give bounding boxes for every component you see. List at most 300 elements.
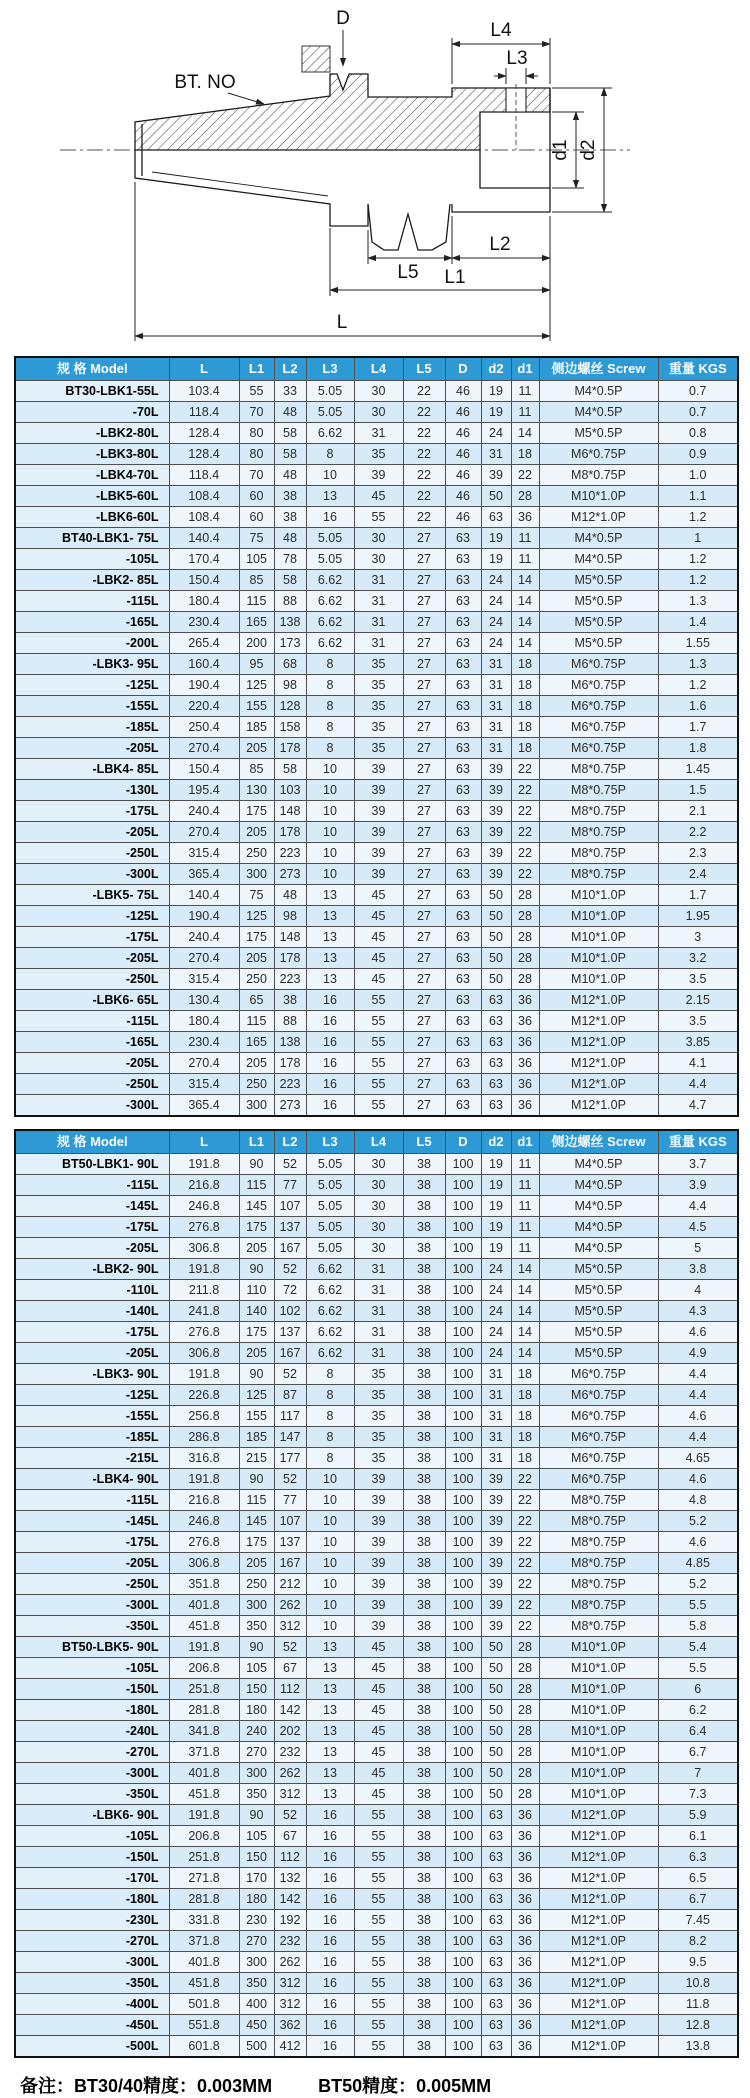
model-cell: -LBK4- 90L	[15, 1469, 169, 1490]
value-cell: 39	[481, 1490, 511, 1511]
value-cell: 14	[511, 423, 539, 444]
value-cell: 6.7	[658, 1742, 738, 1763]
value-cell: 10	[306, 843, 354, 864]
value-cell: 38	[403, 1805, 445, 1826]
value-cell: 10	[306, 822, 354, 843]
value-cell: 31	[481, 654, 511, 675]
value-cell: 35	[354, 1448, 403, 1469]
value-cell: 67	[274, 1826, 306, 1847]
value-cell: 13	[306, 1637, 354, 1658]
value-cell: M12*1.0P	[539, 1053, 658, 1074]
value-cell: 1.0	[658, 465, 738, 486]
dim-L1	[330, 228, 550, 296]
value-cell: 39	[481, 465, 511, 486]
table-row	[15, 381, 738, 402]
value-cell: 19	[481, 381, 511, 402]
value-cell: 300	[239, 1763, 274, 1784]
value-cell: 175	[239, 1532, 274, 1553]
value-cell: 50	[481, 1784, 511, 1805]
value-cell: 27	[403, 801, 445, 822]
value-cell: 72	[274, 1280, 306, 1301]
value-cell: M12*1.0P	[539, 1032, 658, 1053]
value-cell: M12*1.0P	[539, 1095, 658, 1117]
value-cell: 5.05	[306, 402, 354, 423]
value-cell: 38	[403, 1910, 445, 1931]
value-cell: 125	[239, 906, 274, 927]
table-row	[15, 1742, 738, 1763]
value-cell: 100	[445, 1700, 481, 1721]
value-cell: M12*1.0P	[539, 1994, 658, 2015]
value-cell: 39	[481, 1532, 511, 1553]
value-cell: 18	[511, 675, 539, 696]
value-cell: 18	[511, 738, 539, 759]
value-cell: 4.5	[658, 1217, 738, 1238]
value-cell: 365.4	[169, 864, 239, 885]
value-cell: 28	[511, 1679, 539, 1700]
value-cell: 16	[306, 1011, 354, 1032]
value-cell: 50	[481, 1700, 511, 1721]
spindle-section-hatch	[302, 46, 330, 72]
value-cell: 27	[403, 612, 445, 633]
value-cell: 63	[445, 780, 481, 801]
value-cell: M4*0.5P	[539, 1196, 658, 1217]
value-cell: 140	[239, 1301, 274, 1322]
value-cell: 22	[511, 465, 539, 486]
table-row	[15, 1595, 738, 1616]
value-cell: 38	[403, 1658, 445, 1679]
dim-L5	[368, 216, 452, 283]
value-cell: 100	[445, 1490, 481, 1511]
value-cell: 63	[445, 948, 481, 969]
value-cell: 55	[354, 1868, 403, 1889]
value-cell: 27	[403, 738, 445, 759]
value-cell: 50	[481, 1721, 511, 1742]
value-cell: 10	[306, 1595, 354, 1616]
model-cell: -LBK5-60L	[15, 486, 169, 507]
value-cell: 4.4	[658, 1427, 738, 1448]
table-row	[15, 486, 738, 507]
value-cell: 140.4	[169, 885, 239, 906]
model-cell: -125L	[15, 906, 169, 927]
value-cell: M8*0.75P	[539, 801, 658, 822]
value-cell: 31	[481, 1385, 511, 1406]
value-cell: 306.8	[169, 1343, 239, 1364]
value-cell: 27	[403, 780, 445, 801]
header-row	[15, 357, 738, 381]
value-cell: 240.4	[169, 927, 239, 948]
value-cell: 36	[511, 1053, 539, 1074]
model-cell: -LBK6-60L	[15, 507, 169, 528]
table-row	[15, 1889, 738, 1910]
table-row	[15, 1511, 738, 1532]
table-row	[15, 843, 738, 864]
value-cell: 100	[445, 1784, 481, 1805]
value-cell: 35	[354, 1406, 403, 1427]
model-cell: -LBK2-80L	[15, 423, 169, 444]
value-cell: 75	[239, 528, 274, 549]
value-cell: 170	[239, 1868, 274, 1889]
value-cell: 1.2	[658, 549, 738, 570]
value-cell: 13	[306, 1658, 354, 1679]
value-cell: 100	[445, 1196, 481, 1217]
value-cell: 205	[239, 1343, 274, 1364]
table-row	[15, 1679, 738, 1700]
value-cell: 1.55	[658, 633, 738, 654]
value-cell: 262	[274, 1763, 306, 1784]
value-cell: 400	[239, 1994, 274, 2015]
value-cell: 128.4	[169, 444, 239, 465]
value-cell: 63	[445, 591, 481, 612]
value-cell: 230.4	[169, 612, 239, 633]
value-cell: 11	[511, 1154, 539, 1175]
model-cell: -300L	[15, 864, 169, 885]
value-cell: 451.8	[169, 1973, 239, 1994]
value-cell: 6	[658, 1679, 738, 1700]
value-cell: 110	[239, 1280, 274, 1301]
value-cell: 11	[511, 402, 539, 423]
value-cell: 4.6	[658, 1322, 738, 1343]
value-cell: 38	[403, 2015, 445, 2036]
value-cell: 68	[274, 654, 306, 675]
value-cell: 63	[445, 801, 481, 822]
value-cell: 256.8	[169, 1406, 239, 1427]
model-cell: -LBK6- 90L	[15, 1805, 169, 1826]
value-cell: 312	[274, 1973, 306, 1994]
column-header: L4	[354, 1130, 403, 1154]
value-cell: 190.4	[169, 675, 239, 696]
model-cell: -LBK3- 90L	[15, 1364, 169, 1385]
value-cell: 39	[354, 1532, 403, 1553]
table-row	[15, 1217, 738, 1238]
value-cell: 16	[306, 1095, 354, 1117]
value-cell: 177	[274, 1448, 306, 1469]
value-cell: 16	[306, 1973, 354, 1994]
value-cell: 9.5	[658, 1952, 738, 1973]
value-cell: 250	[239, 843, 274, 864]
value-cell: 90	[239, 1364, 274, 1385]
value-cell: 30	[354, 549, 403, 570]
value-cell: M10*1.0P	[539, 885, 658, 906]
value-cell: M12*1.0P	[539, 1074, 658, 1095]
model-cell: -115L	[15, 1175, 169, 1196]
value-cell: 28	[511, 1721, 539, 1742]
value-cell: 180	[239, 1700, 274, 1721]
value-cell: M10*1.0P	[539, 1637, 658, 1658]
value-cell: 167	[274, 1238, 306, 1259]
value-cell: 100	[445, 1259, 481, 1280]
value-cell: 190.4	[169, 906, 239, 927]
value-cell: 63	[445, 1095, 481, 1117]
value-cell: 13	[306, 1679, 354, 1700]
value-cell: 130	[239, 780, 274, 801]
value-cell: 28	[511, 948, 539, 969]
value-cell: 45	[354, 1742, 403, 1763]
model-cell: -350L	[15, 1973, 169, 1994]
value-cell: 115	[239, 591, 274, 612]
value-cell: 6.5	[658, 1868, 738, 1889]
value-cell: 12.8	[658, 2015, 738, 2036]
value-cell: 232	[274, 1742, 306, 1763]
value-cell: 230	[239, 1910, 274, 1931]
value-cell: M5*0.5P	[539, 423, 658, 444]
value-cell: 31	[481, 717, 511, 738]
value-cell: 10	[306, 780, 354, 801]
value-cell: 351.8	[169, 1574, 239, 1595]
value-cell: 63	[481, 1931, 511, 1952]
model-cell: -175L	[15, 1532, 169, 1553]
value-cell: 262	[274, 1952, 306, 1973]
value-cell: 88	[274, 1011, 306, 1032]
value-cell: M8*0.75P	[539, 1532, 658, 1553]
value-cell: 52	[274, 1259, 306, 1280]
table-row	[15, 1931, 738, 1952]
value-cell: 241.8	[169, 1301, 239, 1322]
value-cell: 46	[445, 381, 481, 402]
value-cell: 128	[274, 696, 306, 717]
value-cell: 45	[354, 906, 403, 927]
value-cell: 100	[445, 1364, 481, 1385]
model-cell: -300L	[15, 1763, 169, 1784]
model-cell: -175L	[15, 1217, 169, 1238]
value-cell: 63	[481, 1805, 511, 1826]
value-cell: M8*0.75P	[539, 822, 658, 843]
value-cell: 138	[274, 612, 306, 633]
value-cell: 39	[354, 864, 403, 885]
value-cell: 270	[239, 1742, 274, 1763]
value-cell: 276.8	[169, 1217, 239, 1238]
value-cell: 48	[274, 465, 306, 486]
value-cell: 31	[481, 675, 511, 696]
value-cell: 137	[274, 1217, 306, 1238]
value-cell: 223	[274, 843, 306, 864]
value-cell: 3.9	[658, 1175, 738, 1196]
table-row	[15, 1700, 738, 1721]
value-cell: 362	[274, 2015, 306, 2036]
model-cell: -205L	[15, 1053, 169, 1074]
value-cell: M6*0.75P	[539, 444, 658, 465]
table-row	[15, 990, 738, 1011]
value-cell: 6.62	[306, 633, 354, 654]
value-cell: 165	[239, 612, 274, 633]
value-cell: 19	[481, 1238, 511, 1259]
value-cell: 65	[239, 990, 274, 1011]
value-cell: 45	[354, 1658, 403, 1679]
model-cell: BT30-LBK1-55L	[15, 381, 169, 402]
value-cell: 105	[239, 549, 274, 570]
value-cell: M5*0.5P	[539, 612, 658, 633]
table-row	[15, 906, 738, 927]
value-cell: 63	[445, 969, 481, 990]
value-cell: 16	[306, 1931, 354, 1952]
value-cell: 22	[511, 780, 539, 801]
value-cell: 315.4	[169, 969, 239, 990]
value-cell: 206.8	[169, 1658, 239, 1679]
value-cell: 216.8	[169, 1490, 239, 1511]
value-cell: 24	[481, 1259, 511, 1280]
value-cell: 46	[445, 444, 481, 465]
model-cell: -110L	[15, 1280, 169, 1301]
value-cell: 24	[481, 570, 511, 591]
value-cell: 178	[274, 948, 306, 969]
value-cell: 55	[354, 1074, 403, 1095]
value-cell: 38	[403, 1952, 445, 1973]
value-cell: 206.8	[169, 1826, 239, 1847]
value-cell: 11	[511, 381, 539, 402]
value-cell: 55	[354, 1011, 403, 1032]
model-cell: -300L	[15, 1952, 169, 1973]
model-cell: -115L	[15, 591, 169, 612]
value-cell: 191.8	[169, 1154, 239, 1175]
value-cell: 31	[481, 1364, 511, 1385]
value-cell: 13	[306, 1721, 354, 1742]
table-row	[15, 717, 738, 738]
value-cell: 180.4	[169, 1011, 239, 1032]
value-cell: 78	[274, 549, 306, 570]
value-cell: M5*0.5P	[539, 633, 658, 654]
value-cell: 63	[481, 507, 511, 528]
value-cell: 55	[354, 1973, 403, 1994]
value-cell: 22	[511, 801, 539, 822]
model-cell: -250L	[15, 1074, 169, 1095]
table-row	[15, 1847, 738, 1868]
header-row	[15, 1130, 738, 1154]
value-cell: 270.4	[169, 822, 239, 843]
table-row	[15, 1721, 738, 1742]
column-header: 侧边螺丝 Screw	[539, 357, 658, 381]
value-cell: 1.3	[658, 591, 738, 612]
value-cell: 191.8	[169, 1805, 239, 1826]
value-cell: 270.4	[169, 738, 239, 759]
value-cell: 100	[445, 1910, 481, 1931]
bt30-bt40-spec-table	[14, 356, 739, 1117]
value-cell: 19	[481, 1175, 511, 1196]
value-cell: 36	[511, 507, 539, 528]
value-cell: 39	[354, 1616, 403, 1637]
value-cell: 11	[511, 1217, 539, 1238]
table-row	[15, 1763, 738, 1784]
value-cell: M12*1.0P	[539, 990, 658, 1011]
value-cell: 205	[239, 822, 274, 843]
value-cell: 6.1	[658, 1826, 738, 1847]
value-cell: 35	[354, 717, 403, 738]
value-cell: 28	[511, 1658, 539, 1679]
table-row	[15, 1868, 738, 1889]
value-cell: 19	[481, 1154, 511, 1175]
table-row	[15, 1011, 738, 1032]
value-cell: 4	[658, 1280, 738, 1301]
value-cell: 35	[354, 654, 403, 675]
value-cell: 90	[239, 1469, 274, 1490]
value-cell: 30	[354, 1154, 403, 1175]
table-row	[15, 633, 738, 654]
dim-L	[135, 182, 550, 341]
value-cell: 192	[274, 1910, 306, 1931]
value-cell: 45	[354, 1763, 403, 1784]
value-cell: 3.7	[658, 1154, 738, 1175]
value-cell: 35	[354, 1385, 403, 1406]
value-cell: 8	[306, 738, 354, 759]
value-cell: 100	[445, 1973, 481, 1994]
value-cell: 4.65	[658, 1448, 738, 1469]
value-cell: 27	[403, 633, 445, 654]
value-cell: 39	[354, 801, 403, 822]
table-row	[15, 801, 738, 822]
value-cell: 63	[445, 570, 481, 591]
model-cell: -250L	[15, 969, 169, 990]
dim-D	[336, 8, 350, 66]
column-header: d1	[511, 1130, 539, 1154]
value-cell: 13.8	[658, 2036, 738, 2058]
value-cell: 4.85	[658, 1553, 738, 1574]
value-cell: 100	[445, 1658, 481, 1679]
value-cell: 27	[403, 843, 445, 864]
value-cell: 350	[239, 1973, 274, 1994]
value-cell: 45	[354, 1637, 403, 1658]
value-cell: M4*0.5P	[539, 402, 658, 423]
value-cell: 46	[445, 465, 481, 486]
model-cell: -LBK6- 65L	[15, 990, 169, 1011]
value-cell: 38	[403, 1343, 445, 1364]
value-cell: 6.62	[306, 612, 354, 633]
value-cell: 27	[403, 696, 445, 717]
value-cell: 1.2	[658, 507, 738, 528]
value-cell: 38	[403, 1280, 445, 1301]
value-cell: 39	[354, 822, 403, 843]
value-cell: 18	[511, 1427, 539, 1448]
value-cell: 7.3	[658, 1784, 738, 1805]
value-cell: 36	[511, 1074, 539, 1095]
value-cell: 5.2	[658, 1574, 738, 1595]
value-cell: 14	[511, 570, 539, 591]
value-cell: M4*0.5P	[539, 528, 658, 549]
table-row	[15, 1616, 738, 1637]
value-cell: 45	[354, 885, 403, 906]
value-cell: M4*0.5P	[539, 1217, 658, 1238]
value-cell: 63	[481, 990, 511, 1011]
value-cell: 36	[511, 990, 539, 1011]
value-cell: 63	[445, 822, 481, 843]
value-cell: 250	[239, 1574, 274, 1595]
value-cell: 371.8	[169, 1931, 239, 1952]
value-cell: M4*0.5P	[539, 381, 658, 402]
value-cell: 1.7	[658, 885, 738, 906]
value-cell: 39	[354, 1511, 403, 1532]
value-cell: 100	[445, 1532, 481, 1553]
value-cell: 55	[354, 1826, 403, 1847]
value-cell: 58	[274, 444, 306, 465]
value-cell: 28	[511, 486, 539, 507]
value-cell: 55	[354, 1910, 403, 1931]
value-cell: 205	[239, 1553, 274, 1574]
table-row	[15, 738, 738, 759]
value-cell: 38	[403, 1196, 445, 1217]
value-cell: 27	[403, 717, 445, 738]
value-cell: 63	[445, 717, 481, 738]
dim-L4	[452, 20, 550, 84]
model-cell: -165L	[15, 612, 169, 633]
table-row	[15, 759, 738, 780]
value-cell: 4.8	[658, 1490, 738, 1511]
table-row	[15, 1343, 738, 1364]
value-cell: 14	[511, 612, 539, 633]
value-cell: M10*1.0P	[539, 1658, 658, 1679]
value-cell: 1	[658, 528, 738, 549]
table-row	[15, 591, 738, 612]
value-cell: 38	[403, 1364, 445, 1385]
value-cell: 39	[481, 864, 511, 885]
value-cell: 401.8	[169, 1763, 239, 1784]
value-cell: 16	[306, 1805, 354, 1826]
